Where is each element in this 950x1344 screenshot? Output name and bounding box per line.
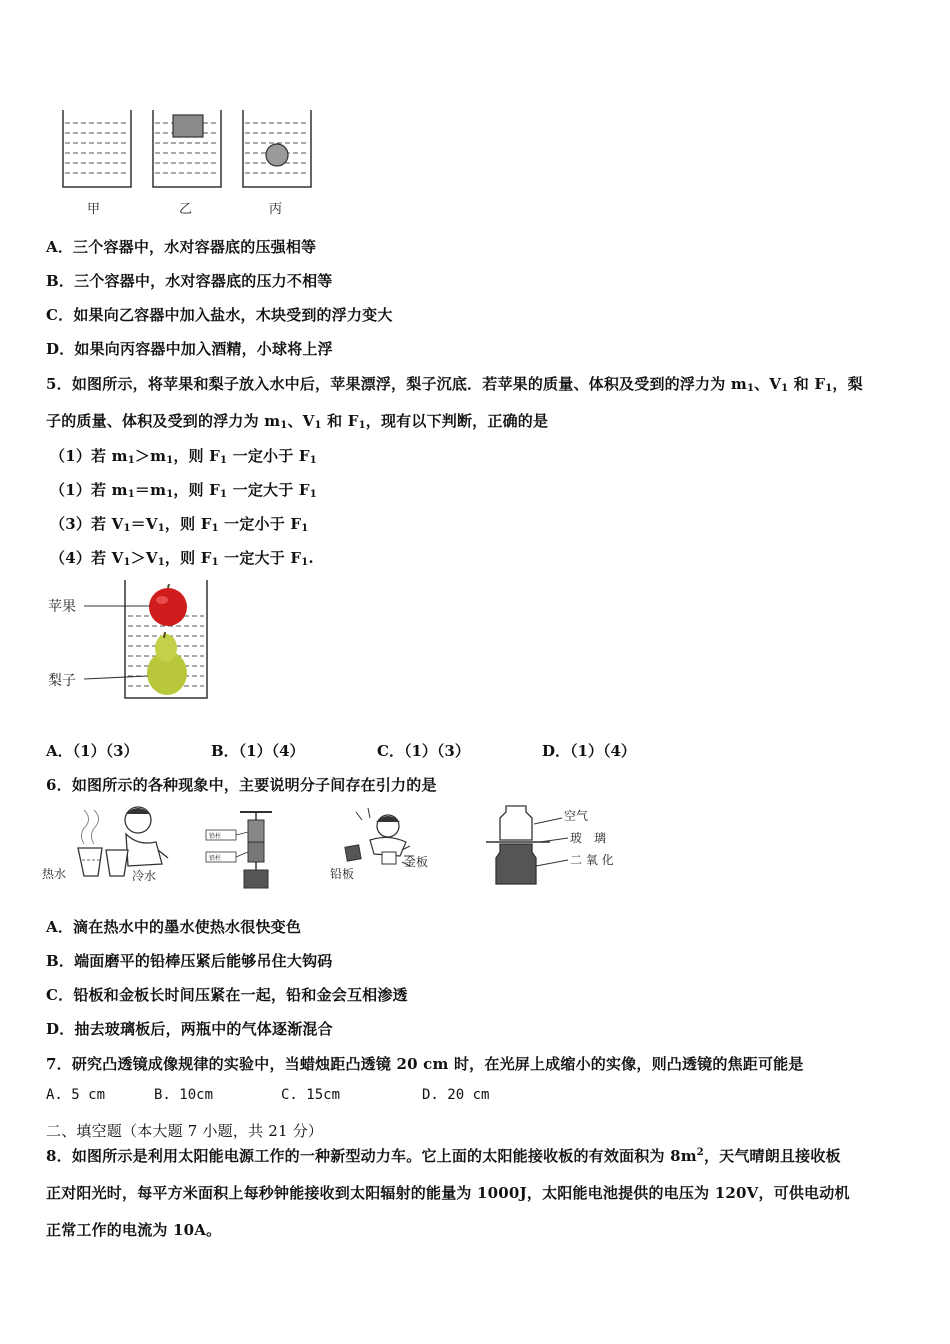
q6-option-a: A．滴在热水中的墨水使热水很快变色 [46, 918, 302, 936]
wood-block [173, 115, 203, 137]
cold-water-label: 冷水 [132, 869, 157, 883]
air-label: 空气 [564, 809, 589, 823]
label-jia: 甲 [87, 202, 101, 217]
containers-figure [55, 105, 325, 220]
q4-option-d: D．如果向丙容器中加入酒精，小球将上浮 [46, 340, 333, 358]
q8-line1: 8．如图所示是利用太阳能电源工作的一种新型动力车。它上面的太阳能接收板的有效面积为 $8m^2$，天气晴朗且接收板 [46, 1147, 841, 1165]
q5-answer-d: D．（1）（4） [542, 742, 636, 760]
apple-pear-figure [44, 576, 214, 704]
q7-option-a: A. 5 cm [46, 1087, 106, 1103]
ball [266, 144, 288, 166]
q8-line2: 正对阳光时，每平方米面积上每秒钟能接收到太阳辐射的能量为 1000J，太阳能电池提供的电压为 120V，可供电动机 [46, 1184, 850, 1202]
pear-label: 梨子 [48, 673, 76, 689]
q5-answer-c: C．（1）（3） [377, 742, 470, 760]
lead-column-label-top: 铅柱 [209, 833, 222, 840]
q5-answer-b: B．（1）（4） [211, 742, 305, 760]
q6-stem: 6．如图所示的各种现象中，主要说明分子间存在引力的是 [46, 776, 437, 794]
q5-statement-2: （1）若 $m_1=m_1$，则 $F_1$ 一定大于 $F_1$ [50, 481, 317, 500]
q6-option-d: D．抽去玻璃板后，两瓶中的气体逐渐混合 [46, 1020, 333, 1038]
dioxide-label: 二 氧 化 [570, 853, 614, 867]
q7-stem: 7．研究凸透镜成像规律的实验中，当蜡烛距凸透镜 20 cm 时，在光屏上成缩小的实像，则凸透镜的焦距可能是 [46, 1055, 804, 1073]
q7-option-d: D. 20 cm [422, 1087, 490, 1103]
lead-cylinders-picture [206, 812, 272, 888]
q6-option-b: B．端面磨平的铅棒压紧后能够吊住大钩码 [46, 952, 333, 970]
lead-column-label-bottom: 铅柱 [209, 855, 222, 862]
gas-bottles-picture [486, 806, 614, 884]
apple [149, 588, 187, 626]
q8-line3: 正常工作的电流为 10A。 [46, 1221, 222, 1239]
label-yi: 乙 [179, 202, 193, 217]
q5-statement-4: （4）若 $V_1>V_1$，则 $F_1$ 一定大于 $F_1$. [50, 549, 314, 568]
label-bing: 丙 [269, 202, 283, 217]
glass-label: 玻 璃 [570, 831, 607, 845]
pear-top [155, 634, 177, 662]
hot-water-label: 热水 [42, 867, 67, 881]
q6-option-c: C．铅板和金板长时间压紧在一起，铅和金会互相渗透 [46, 986, 408, 1004]
section-2-title: 二、填空题（本大题 7 小题，共 21 分） [46, 1122, 324, 1140]
q4-option-b: B．三个容器中，水对容器底的压力不相等 [46, 272, 333, 290]
q5-statement-3: （3）若 $V_1=V_1$，则 $F_1$ 一定小于 $F_1$ [50, 515, 309, 534]
lead-gold-plates-picture [330, 808, 428, 881]
q5-stem-line1: 5．如图所示，将苹果和梨子放入水中后，苹果漂浮，梨子沉底．若苹果的质量、体积及受到的浮力为 $m_1$、$V_1$ 和 $F_1$，梨 [46, 375, 863, 394]
molecule-phenomena-figure [40, 800, 650, 892]
q7-option-c: C. 15cm [281, 1087, 341, 1103]
q4-option-a: A．三个容器中，水对容器底的压强相等 [46, 238, 317, 256]
q7-option-b: B. 10cm [154, 1087, 214, 1103]
q4-option-c: C．如果向乙容器中加入盐水，木块受到的浮力变大 [46, 306, 393, 324]
q5-statement-1: （1）若 $m_1>m_1$，则 $F_1$ 一定小于 $F_1$ [50, 447, 317, 466]
gold-plate-label: 金板 [404, 855, 429, 869]
q5-stem-line2: 子的质量、体积及受到的浮力为 $m_1$、$V_1$ 和 $F_1$，现有以下判断，正确的是 [46, 412, 549, 431]
hot-cold-water-picture [42, 807, 168, 883]
q5-answer-a: A．（1）（3） [46, 742, 139, 760]
lead-plate-label: 铅板 [330, 867, 355, 881]
apple-label: 苹果 [48, 599, 76, 615]
